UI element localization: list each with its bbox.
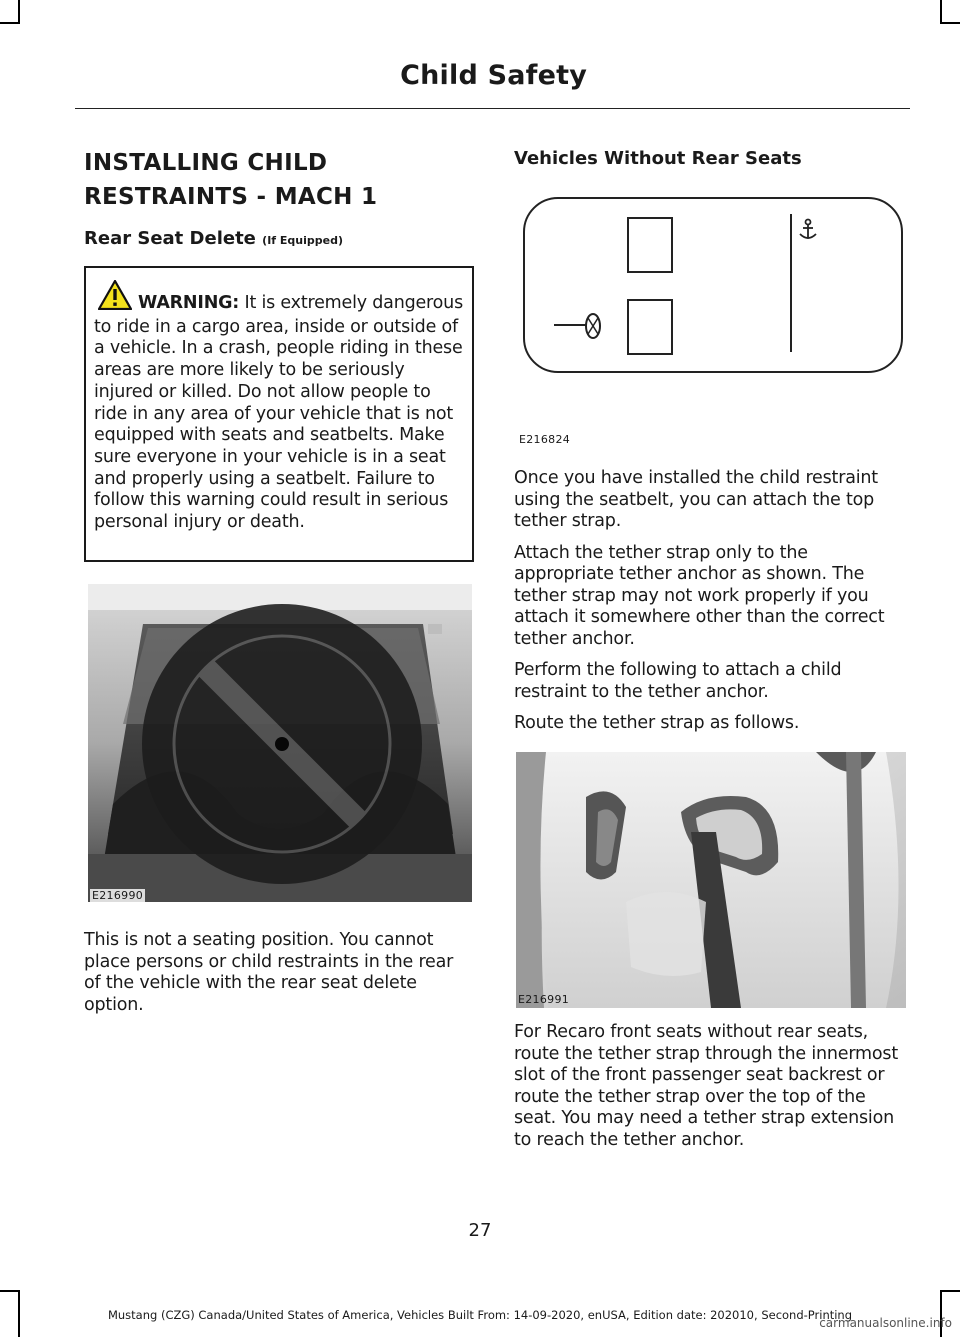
page-footer: Mustang (CZG) Canada/United States of America, Vehicles Built From: 14-09-2020, enUSA, Edition date: 202010, Second-Printing — [107, 1308, 853, 1322]
warning-icon — [98, 280, 132, 317]
section-title-line2: RESTRAINTS - MACH 1 — [84, 184, 378, 210]
warning-box — [84, 266, 474, 562]
subsection-title-text: Rear Seat Delete — [84, 228, 256, 249]
body-text: Once you have installed the child restraint using the seatbelt, you can attach the top tether strap. — [514, 468, 878, 531]
body-text: Route the tether strap as follows. — [514, 713, 800, 733]
left-column — [84, 146, 474, 254]
page-header — [75, 58, 910, 109]
crop-mark — [940, 0, 942, 22]
page-title: Child Safety — [400, 60, 587, 91]
right-body-2 — [514, 1022, 908, 1151]
crop-mark — [940, 22, 960, 24]
crop-mark — [18, 0, 20, 22]
right-column — [514, 146, 906, 172]
warning-body: It is extremely dangerous to ride in a cargo area, inside or outside of a vehicle. In a crash, people riding in these areas are more likely to be seriously injured or killed. Do not allow people to ride in any area of your vehicle that is not equipped with seats and seatbelts. Make sure everyone in your vehicle is in a seat and properly using a seatbelt. Failure to follow this warning could result in serious personal injury or death. — [94, 293, 463, 533]
subsection-note: (If Equipped) — [262, 234, 344, 247]
crop-mark — [0, 1290, 20, 1292]
seatbelt-buckle-icon — [586, 314, 600, 338]
crop-mark — [0, 22, 20, 24]
figure-code: E216990 — [92, 889, 144, 902]
no-entry-icon — [142, 604, 422, 884]
subsection-title — [84, 226, 474, 254]
body-text: This is not a seating position. You cannot place persons or child restraints in the rear of the vehicle with the rear seat delete option. — [84, 930, 454, 1015]
body-text: For Recaro front seats without rear seats, route the tether strap through the innermost slot of the front passenger seat backrest or route the tether strap over the top of the seat. You may need a tether strap extension to reach the tether anchor. — [514, 1022, 898, 1150]
warning-label: WARNING: — [138, 293, 240, 313]
diagram-code: E216824 — [519, 433, 571, 446]
section-title-line1: INSTALLING CHILD — [84, 150, 328, 176]
tether-anchor-diagram — [514, 192, 909, 452]
body-text: Attach the tether strap only to the appropriate tether anchor as shown. The tether strap may not work properly if you attach it somewhere other than the correct tether anchor. — [514, 542, 885, 649]
right-body — [514, 468, 908, 735]
crop-mark — [940, 1290, 960, 1292]
figure-code: E216991 — [518, 993, 570, 1006]
body-text: Perform the following to attach a child restraint to the tether anchor. — [514, 660, 842, 702]
recaro-seat-image — [516, 752, 906, 1008]
page-number: 27 — [468, 1220, 492, 1241]
cargo-area-image — [88, 584, 472, 902]
section-title — [84, 146, 474, 214]
subsection-title: Vehicles Without Rear Seats — [514, 148, 802, 169]
watermark: carmanualsonline.info — [819, 1316, 952, 1330]
left-body — [84, 930, 474, 1016]
warning-text — [94, 280, 464, 534]
